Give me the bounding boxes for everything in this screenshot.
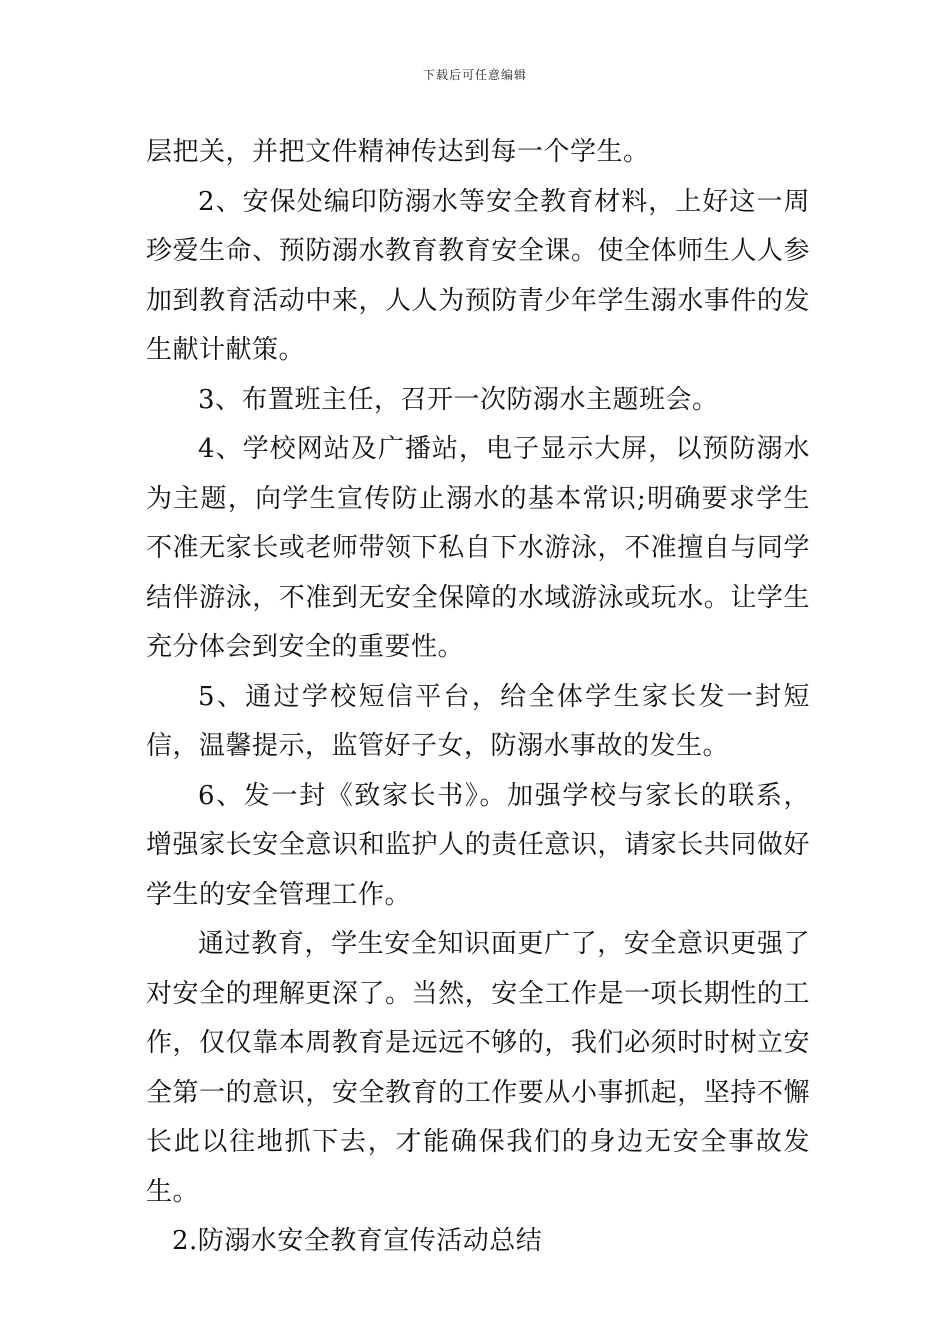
paragraph-item-5: 5、通过学校短信平台，给全体学生家长发一封短信，温馨提示，监管好子女，防溺水事故的发生。: [146, 681, 810, 761]
paragraph-continuation: 层把关，并把文件精神传达到每一个学生。: [146, 137, 650, 167]
page-header: 下载后可任意编辑: [422, 68, 527, 82]
paragraph-conclusion: 通过教育，学生安全知识面更广了，安全意识更强了对安全的理解更深了。当然，安全工作是一项长期性的工作，仅仅靠本周教育是远远不够的，我们必须时时树立安全第一的意识，安全教育的工作要从小事抓起，坚持不懈长此以往地抓下去，才能确保我们的身边无安全事故发生。: [146, 929, 810, 1207]
paragraph-item-6: 6、发一封《致家长书》。加强学校与家长的联系，增强家长安全意识和监护人的责任意识，请家长共同做好学生的安全管理工作。: [146, 780, 810, 910]
section-heading: 2.防溺水安全教育宣传活动总结: [172, 1226, 543, 1256]
paragraph-item-3: 3、布置班主任，召开一次防溺水主题班会。: [198, 384, 719, 415]
paragraph-item-2: 2、安保处编印防溺水等安全教育材料，上好这一周珍爱生命、预防溺水教育教育安全课。使全体师生人人参加到教育活动中来，人人为预防青少年学生溺水事件的发生献计献策。: [146, 186, 810, 365]
paragraph-item-4: 4、学校网站及广播站，电子显示大屏，以预防溺水为主题，向学生宣传防止溺水的基本常识;明确要求学生不准无家长或老师带领下私自下水游泳，不准擅自与同学结伴游泳，不准到无安全保障的水域游泳或玩水。让学生充分体会到安全的重要性。: [146, 434, 810, 662]
document-body: [146, 128, 810, 1267]
